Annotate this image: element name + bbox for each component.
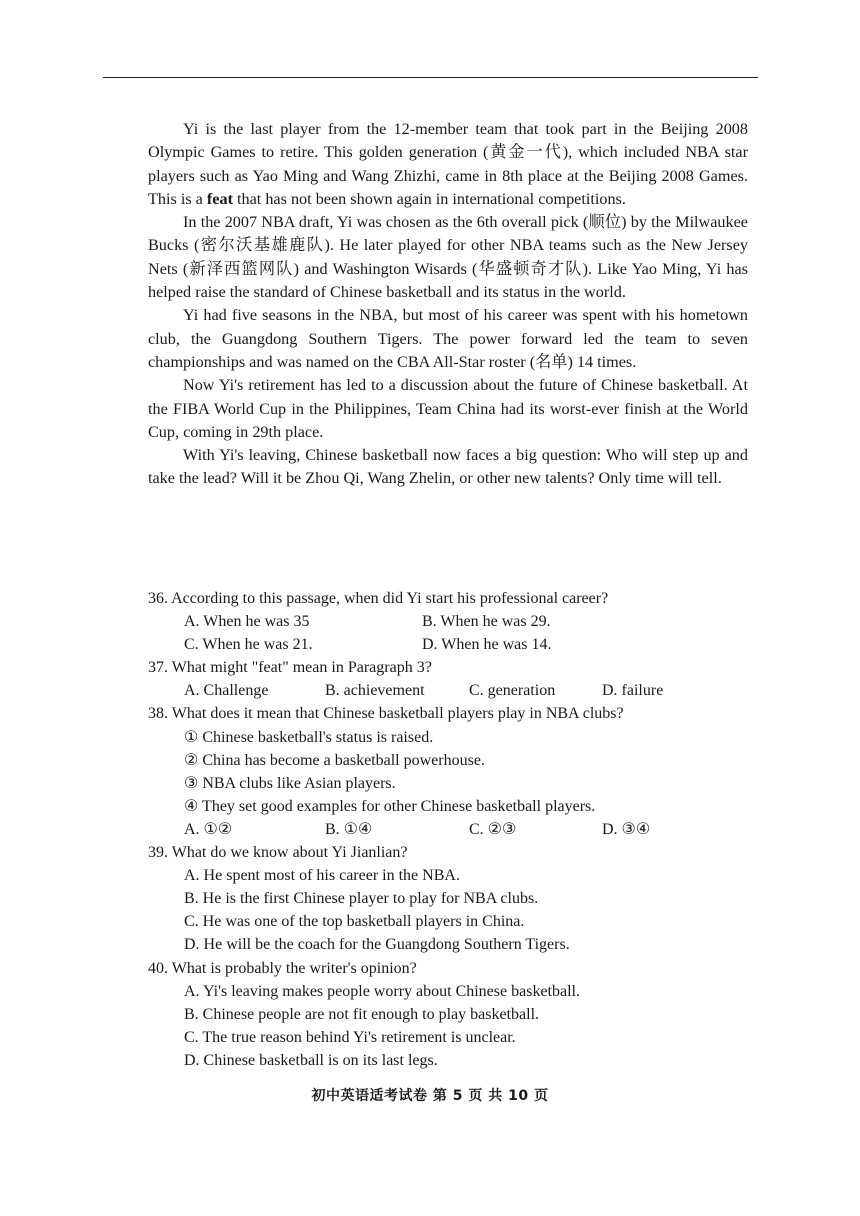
question-list: [148, 587, 708, 1072]
option-a[interactable]: A. ①②: [184, 820, 233, 838]
option-b[interactable]: B. ①④: [325, 820, 373, 838]
paragraph-1-text-a: Yi is the last player from the 12-member team that took part in the Beijing 2008 Olympic Games to retire. This golden generation (黄金一代), which included NBA star players such as Yao Ming and Wang Zhizhi, came in 8th place at the Beijing 2008 Games. This is a: [148, 120, 748, 208]
option-c[interactable]: C. The true reason behind Yi's retirement is unclear.: [184, 1028, 516, 1046]
paragraph-1-text-b: that has not been shown again in international competitions.: [232, 189, 626, 208]
question-40-stem: 40. What is probably the writer's opinion?: [148, 959, 417, 977]
paragraph-2: In the 2007 NBA draft, Yi was chosen as the 6th overall pick (顺位) by the Milwaukee Bucks (密尔沃基雄鹿队). He later played for other NBA teams such as the New Jersey Nets (新泽西篮网队) and Washington Wisards (华盛顿奇才队). Like Yao Ming, Yi has helped raise the standard of Chinese basketball and its status in the world.: [148, 213, 748, 302]
option-c[interactable]: C. ②③: [469, 820, 517, 838]
paragraph-5: With Yi's leaving, Chinese basketball now faces a big question: Who will step up and take the lead? Will it be Zhou Qi, Wang Zhelin, or other new talents? Only time will tell.: [148, 446, 748, 488]
page-footer: 初中英语适考试卷 第 5 页 共 10 页: [311, 1088, 549, 1104]
top-rule: [103, 77, 758, 78]
statement-1: ① Chinese basketball's status is raised.: [184, 728, 434, 746]
statement-4: ④ They set good examples for other Chinese basketball players.: [184, 797, 596, 815]
option-c[interactable]: C. He was one of the top basketball players in China.: [184, 913, 525, 931]
option-d[interactable]: D. failure: [602, 682, 664, 700]
option-b[interactable]: B. Chinese people are not fit enough to play basketball.: [184, 1005, 540, 1023]
option-b[interactable]: B. achievement: [325, 682, 425, 700]
paragraph-3: Yi had five seasons in the NBA, but most of his career was spent with his hometown club, the Guangdong Southern Tigers. The power forward led the team to seven championships and was named on the CBA All-Star roster (名单) 14 times.: [148, 306, 748, 371]
option-d[interactable]: D. When he was 14.: [422, 636, 552, 654]
question-36-options-row-2: [148, 633, 708, 656]
question-38-options: [148, 818, 708, 841]
option-a[interactable]: A. He spent most of his career in the NBA.: [184, 867, 460, 885]
statement-3: ③ NBA clubs like Asian players.: [184, 774, 396, 792]
question-39-stem: 39. What do we know about Yi Jianlian?: [148, 844, 408, 862]
paragraph-4: Now Yi's retirement has led to a discussion about the future of Chinese basketball. At the FIBA World Cup in the Philippines, Team China had its worst-ever finish at the World Cup, coming in 29th place.: [148, 376, 748, 441]
reading-passage: [148, 118, 748, 491]
option-b[interactable]: B. He is the first Chinese player to play for NBA clubs.: [184, 890, 539, 908]
option-d[interactable]: D. ③④: [602, 820, 651, 838]
keyword-feat: feat: [206, 189, 233, 208]
option-c[interactable]: C. generation: [469, 682, 556, 700]
question-37-options: [148, 679, 708, 702]
paragraph-1: [148, 118, 748, 211]
question-36-stem: 36. According to this passage, when did Yi start his professional career?: [148, 590, 609, 607]
question-38-stem: 38. What does it mean that Chinese basketball players play in NBA clubs?: [148, 705, 624, 723]
option-a[interactable]: A. Yi's leaving makes people worry about Chinese basketball.: [184, 982, 580, 1000]
option-a[interactable]: A. When he was 35: [184, 613, 310, 631]
question-36-options-row-1: [148, 610, 708, 633]
option-d[interactable]: D. Chinese basketball is on its last legs.: [184, 1051, 438, 1069]
option-d[interactable]: D. He will be the coach for the Guangdong Southern Tigers.: [184, 936, 570, 954]
option-c[interactable]: C. When he was 21.: [184, 636, 313, 654]
statement-2: ② China has become a basketball powerhouse.: [184, 751, 485, 769]
question-37-stem: 37. What might "feat" mean in Paragraph 3?: [148, 659, 432, 677]
option-a[interactable]: A. Challenge: [184, 682, 269, 700]
option-b[interactable]: B. When he was 29.: [422, 613, 551, 631]
